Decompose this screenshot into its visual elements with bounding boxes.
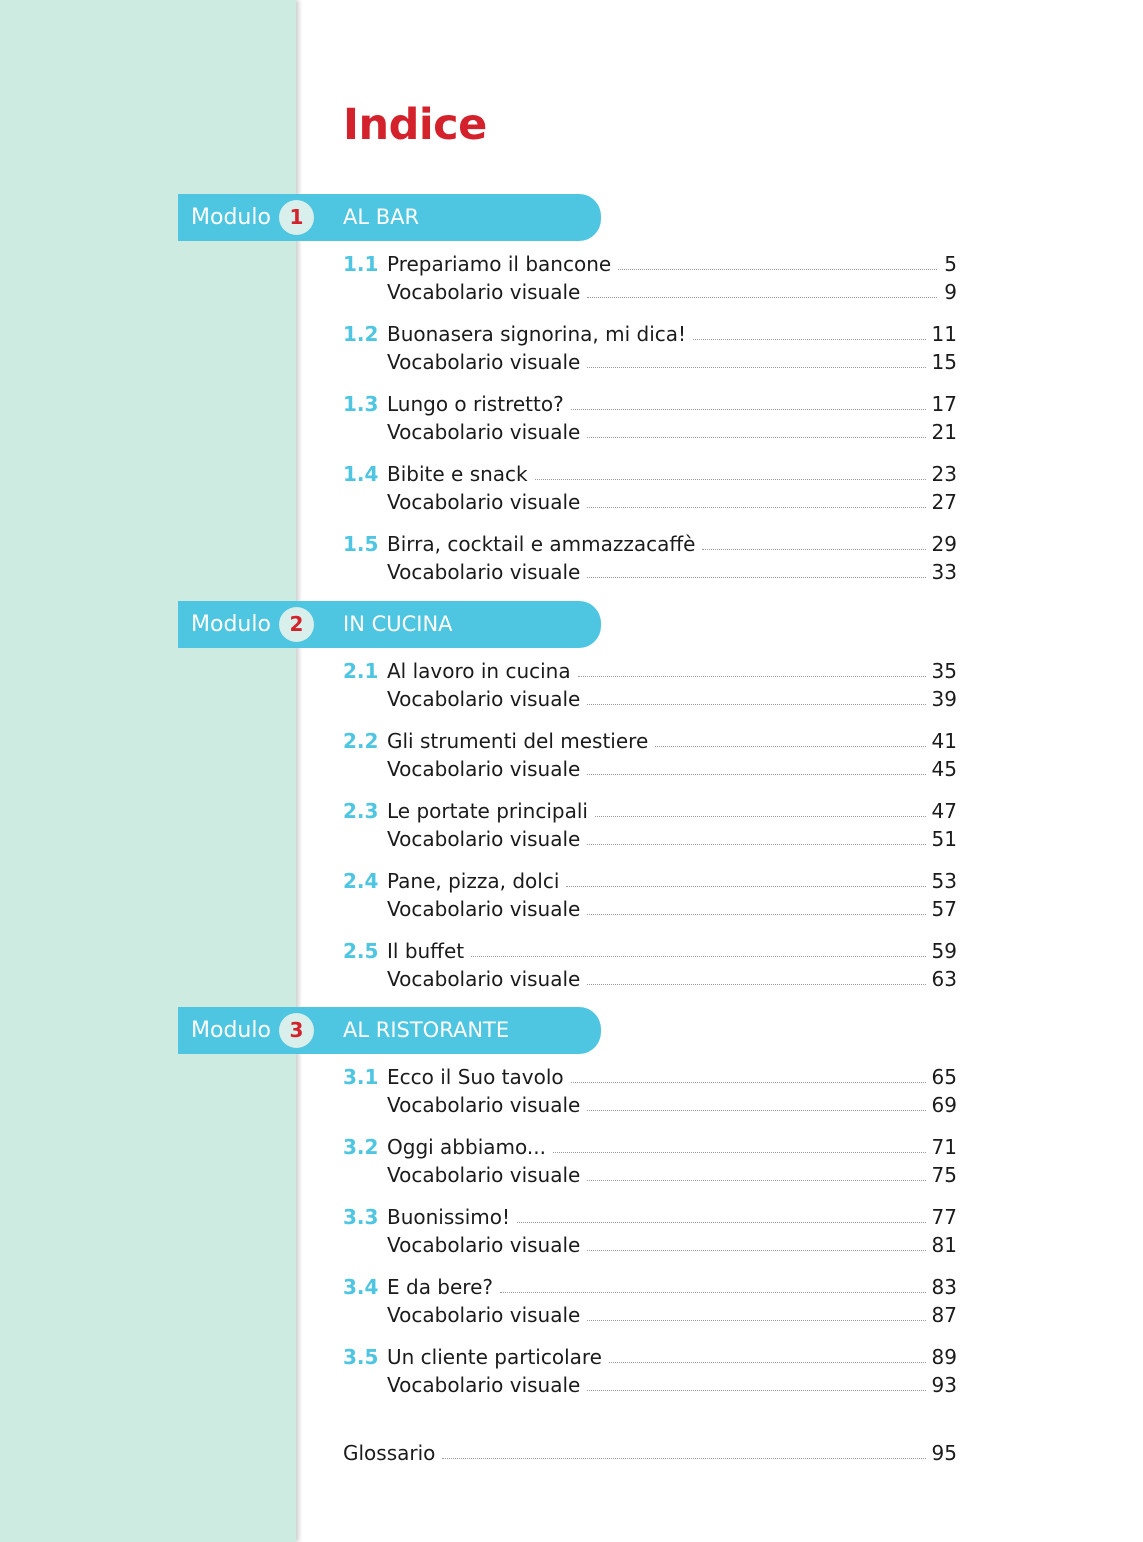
entry-title: E da bere? xyxy=(387,1275,494,1299)
page-number: 47 xyxy=(931,799,957,823)
toc-entry[interactable] xyxy=(343,250,957,278)
toc-vocab-entry[interactable] xyxy=(343,895,957,923)
page-number: 35 xyxy=(931,659,957,683)
entry-title: Pane, pizza, dolci xyxy=(387,869,560,893)
unit-number: 2.2 xyxy=(343,729,379,753)
vocab-label: Vocabolario visuale xyxy=(387,1093,581,1117)
dot-leader xyxy=(535,479,926,480)
module-number-badge: 2 xyxy=(279,607,314,642)
page-number: 81 xyxy=(931,1233,957,1257)
dot-leader xyxy=(587,507,925,508)
vocab-label: Vocabolario visuale xyxy=(387,560,581,584)
unit-number: 3.3 xyxy=(343,1205,379,1229)
dot-leader xyxy=(471,956,925,957)
toc-entry[interactable] xyxy=(343,657,957,685)
dot-leader xyxy=(587,704,925,705)
toc-vocab-entry[interactable] xyxy=(343,1371,957,1399)
vocab-label: Vocabolario visuale xyxy=(387,1373,581,1397)
vocab-label: Vocabolario visuale xyxy=(387,1233,581,1257)
toc-entry[interactable] xyxy=(343,1063,957,1091)
page-number: 93 xyxy=(931,1373,957,1397)
page-number: 51 xyxy=(931,827,957,851)
dot-leader xyxy=(587,774,925,775)
dot-leader xyxy=(587,844,925,845)
toc-entry[interactable] xyxy=(343,320,957,348)
dot-leader xyxy=(595,816,926,817)
entry-title: Gli strumenti del mestiere xyxy=(387,729,649,753)
dot-leader xyxy=(655,746,925,747)
entry-title: Buonissimo! xyxy=(387,1205,510,1229)
page-number: 57 xyxy=(931,897,957,921)
page-number: 41 xyxy=(931,729,957,753)
page-number: 87 xyxy=(931,1303,957,1327)
module-name: AL RISTORANTE xyxy=(343,1018,510,1042)
dot-leader xyxy=(571,1082,926,1083)
page-number: 53 xyxy=(931,869,957,893)
page-number: 9 xyxy=(944,280,957,304)
entry-title: Un cliente particolare xyxy=(387,1345,602,1369)
module-word: Modulo xyxy=(191,612,271,637)
dot-leader xyxy=(517,1222,926,1223)
unit-number: 3.2 xyxy=(343,1135,379,1159)
page-number: 69 xyxy=(931,1093,957,1117)
page-number: 95 xyxy=(931,1441,957,1465)
dot-leader xyxy=(702,549,925,550)
vocab-label: Vocabolario visuale xyxy=(387,280,581,304)
dot-leader xyxy=(587,437,925,438)
page-number: 77 xyxy=(931,1205,957,1229)
dot-leader xyxy=(587,297,937,298)
entry-title: Ecco il Suo tavolo xyxy=(387,1065,564,1089)
module-word: Modulo xyxy=(191,1018,271,1043)
dot-leader xyxy=(609,1362,926,1363)
toc-entry[interactable] xyxy=(343,797,957,825)
unit-number: 3.5 xyxy=(343,1345,379,1369)
vocab-label: Vocabolario visuale xyxy=(387,1163,581,1187)
unit-number: 1.1 xyxy=(343,252,379,276)
vocab-label: Vocabolario visuale xyxy=(387,490,581,514)
entry-title: Al lavoro in cucina xyxy=(387,659,571,683)
dot-leader xyxy=(587,1320,925,1321)
page-number: 29 xyxy=(931,532,957,556)
unit-number: 2.3 xyxy=(343,799,379,823)
page-number: 17 xyxy=(931,392,957,416)
page-number: 63 xyxy=(931,967,957,991)
unit-number: 3.1 xyxy=(343,1065,379,1089)
dot-leader xyxy=(587,1180,925,1181)
unit-number: 2.1 xyxy=(343,659,379,683)
toc-vocab-entry[interactable] xyxy=(343,418,957,446)
module-number-badge: 1 xyxy=(279,200,314,235)
page-number: 59 xyxy=(931,939,957,963)
vocab-label: Vocabolario visuale xyxy=(387,1303,581,1327)
toc-entry[interactable] xyxy=(343,1343,957,1371)
module-word: Modulo xyxy=(191,205,271,230)
toc-entry[interactable] xyxy=(343,937,957,965)
entry-title: Birra, cocktail e ammazzacaffè xyxy=(387,532,696,556)
page-number: 15 xyxy=(931,350,957,374)
entry-title: Buonasera signorina, mi dica! xyxy=(387,322,687,346)
toc-vocab-entry[interactable] xyxy=(343,965,957,993)
dot-leader xyxy=(587,577,925,578)
vocab-label: Vocabolario visuale xyxy=(387,967,581,991)
toc-entry[interactable] xyxy=(343,390,957,418)
vocab-label: Vocabolario visuale xyxy=(387,757,581,781)
page-number: 89 xyxy=(931,1345,957,1369)
module-name: IN CUCINA xyxy=(343,612,453,636)
toc-vocab-entry[interactable] xyxy=(343,278,957,306)
entry-title: Oggi abbiamo... xyxy=(387,1135,546,1159)
dot-leader xyxy=(442,1458,925,1459)
dot-leader xyxy=(587,914,925,915)
unit-number: 1.4 xyxy=(343,462,379,486)
entry-title: Le portate principali xyxy=(387,799,588,823)
unit-number: 3.4 xyxy=(343,1275,379,1299)
page-number: 45 xyxy=(931,757,957,781)
dot-leader xyxy=(500,1292,926,1293)
module-header-3[interactable] xyxy=(178,1007,601,1054)
dot-leader xyxy=(571,409,926,410)
toc-entry[interactable] xyxy=(343,1203,957,1231)
vocab-label: Vocabolario visuale xyxy=(387,350,581,374)
toc-entry[interactable] xyxy=(343,460,957,488)
unit-number: 1.3 xyxy=(343,392,379,416)
module-header-2[interactable] xyxy=(178,601,601,648)
dot-leader xyxy=(587,367,925,368)
glossary-entry[interactable] xyxy=(343,1439,957,1467)
vocab-label: Vocabolario visuale xyxy=(387,827,581,851)
dot-leader xyxy=(587,1110,925,1111)
entry-title: Prepariamo il bancone xyxy=(387,252,612,276)
page-number: 23 xyxy=(931,462,957,486)
dot-leader xyxy=(566,886,925,887)
page-number: 75 xyxy=(931,1163,957,1187)
toc-vocab-entry[interactable] xyxy=(343,488,957,516)
dot-leader xyxy=(618,269,937,270)
page-number: 71 xyxy=(931,1135,957,1159)
page-number: 5 xyxy=(944,252,957,276)
unit-number: 1.2 xyxy=(343,322,379,346)
module-name: AL BAR xyxy=(343,205,420,229)
toc-vocab-entry[interactable] xyxy=(343,1301,957,1329)
entry-title: Il buffet xyxy=(387,939,465,963)
glossary-title: Glossario xyxy=(343,1441,436,1465)
toc-entry[interactable] xyxy=(343,1133,957,1161)
module-header-1[interactable] xyxy=(178,194,601,241)
page-number: 39 xyxy=(931,687,957,711)
toc-vocab-entry[interactable] xyxy=(343,558,957,586)
unit-number: 2.5 xyxy=(343,939,379,963)
module-number-badge: 3 xyxy=(279,1013,314,1048)
vocab-label: Vocabolario visuale xyxy=(387,687,581,711)
dot-leader xyxy=(587,984,925,985)
page-number: 33 xyxy=(931,560,957,584)
toc-vocab-entry[interactable] xyxy=(343,1231,957,1259)
toc-entry[interactable] xyxy=(343,530,957,558)
toc-vocab-entry[interactable] xyxy=(343,1091,957,1119)
vocab-label: Vocabolario visuale xyxy=(387,420,581,444)
toc-vocab-entry[interactable] xyxy=(343,348,957,376)
toc-vocab-entry[interactable] xyxy=(343,1161,957,1189)
dot-leader xyxy=(553,1152,926,1153)
unit-number: 2.4 xyxy=(343,869,379,893)
entry-title: Bibite e snack xyxy=(387,462,528,486)
toc-vocab-entry[interactable] xyxy=(343,825,957,853)
page-number: 83 xyxy=(931,1275,957,1299)
toc-entry[interactable] xyxy=(343,1273,957,1301)
entry-title: Lungo o ristretto? xyxy=(387,392,564,416)
page-number: 65 xyxy=(931,1065,957,1089)
dot-leader xyxy=(587,1250,925,1251)
dot-leader xyxy=(693,339,925,340)
unit-number: 1.5 xyxy=(343,532,379,556)
toc-entry[interactable] xyxy=(343,867,957,895)
toc-vocab-entry[interactable] xyxy=(343,685,957,713)
dot-leader xyxy=(578,676,926,677)
page-title: Indice xyxy=(343,100,487,150)
page-number: 11 xyxy=(931,322,957,346)
page-number: 21 xyxy=(931,420,957,444)
toc-entry[interactable] xyxy=(343,727,957,755)
dot-leader xyxy=(587,1390,925,1391)
page-number: 27 xyxy=(931,490,957,514)
toc-vocab-entry[interactable] xyxy=(343,755,957,783)
vocab-label: Vocabolario visuale xyxy=(387,897,581,921)
